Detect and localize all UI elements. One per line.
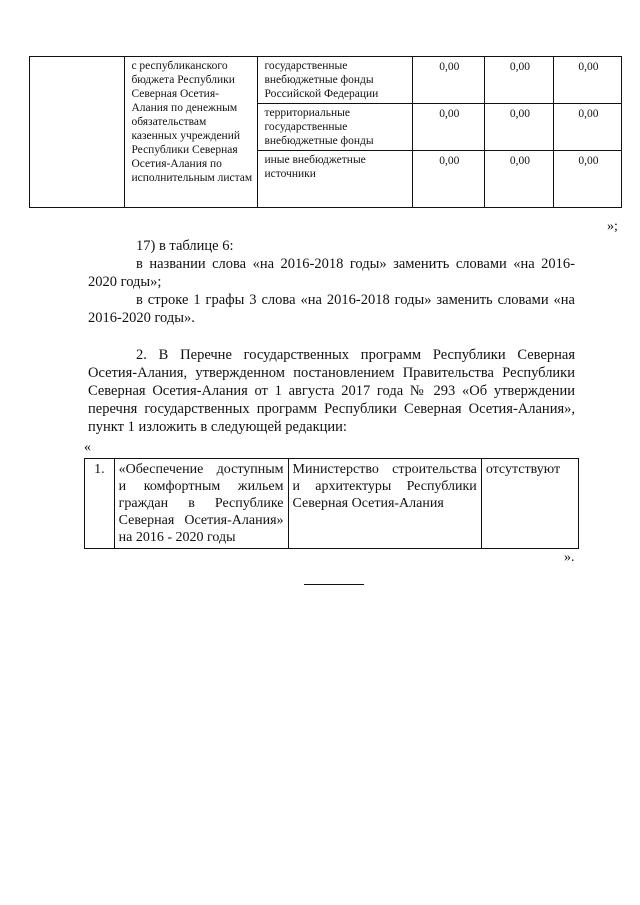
- end-divider: [304, 584, 364, 585]
- source-cell: государственные внебюджетные фонды Российской Федерации: [258, 57, 412, 104]
- paragraph-2: 2. В Перечне государственных программ Республики Северная Осетия-Алания, утвержденном постановлением Правительства Республики Северная Осетия-Алания от 1 августа 2017 года № 293 «Об утверждении перечня государственных программ Республики Северная Осетия-Алания», пункт 1 изложить в следующей редакции:: [88, 347, 575, 435]
- row-number: 1.: [85, 459, 115, 549]
- value-cell: 0,00: [484, 104, 553, 151]
- table-row: [30, 57, 622, 104]
- value-cell: 0,00: [412, 151, 484, 208]
- value-cell: 0,00: [484, 151, 553, 208]
- value-cell: 0,00: [412, 57, 484, 104]
- item-17-heading: 17) в таблице 6:: [136, 238, 234, 254]
- responsible-ministry: Министерство строительства и архитектуры Республики Северная Осетия-Алания: [288, 459, 481, 549]
- source-cell: территориальные государственные внебюджетные фонды: [258, 104, 412, 151]
- status-cell: отсутствуют: [481, 459, 578, 549]
- budget-sources-table: [29, 56, 622, 208]
- opening-quote: «: [84, 440, 91, 455]
- value-cell: 0,00: [553, 57, 621, 104]
- value-cell: 0,00: [412, 104, 484, 151]
- closing-quote: ».: [564, 550, 575, 565]
- value-cell: 0,00: [484, 57, 553, 104]
- amendment-line-b: в строке 1 графы 3 слова «на 2016-2018 годы» заменить словами «на 2016-2020 годы».: [88, 292, 575, 326]
- value-cell: 0,00: [553, 151, 621, 208]
- table-row: [85, 459, 579, 549]
- source-cell: иные внебюджетные источники: [258, 151, 412, 208]
- program-table: [84, 458, 579, 549]
- merged-description-cell: с республиканского бюджета Республики Северная Осетия-Алания по денежным обязательствам казенных учреждений Республики Северная Осетия-Алания по исполнительным листам: [125, 57, 258, 208]
- empty-cell: [30, 57, 125, 208]
- value-cell: 0,00: [553, 104, 621, 151]
- amendment-line-a: в названии слова «на 2016-2018 годы» заменить словами «на 2016-2020 годы»;: [88, 256, 575, 290]
- closing-quote: »;: [607, 219, 618, 234]
- program-name: «Обеспечение доступным и комфортным жильем граждан в Республике Северная Осетия-Алания» на 2016 - 2020 годы: [114, 459, 288, 549]
